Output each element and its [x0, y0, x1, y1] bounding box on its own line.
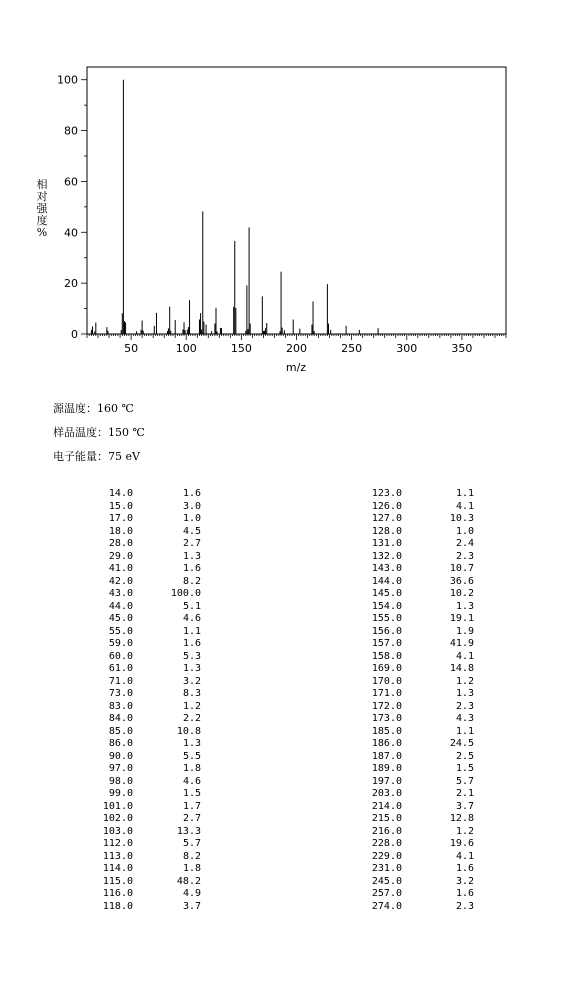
intensity-value: 4.3 — [455, 713, 474, 724]
y-label-char: 强 — [36, 202, 48, 215]
intensity-value: 1.7 — [182, 800, 201, 812]
intensity-value: 1.1 — [455, 725, 474, 737]
x-tick-label: 150 — [230, 342, 252, 355]
mz-value: 102.0 — [102, 813, 133, 824]
mz-value: 214.0 — [371, 800, 402, 812]
mz-value: 229.0 — [371, 850, 402, 862]
source-temperature: 源温度：160 ℃ — [53, 402, 134, 415]
intensity-value: 1.6 — [182, 638, 201, 649]
peak-bars — [91, 80, 378, 334]
mz-value: 187.0 — [371, 750, 402, 762]
mz-value: 61.0 — [108, 663, 133, 674]
mz-value: 156.0 — [371, 625, 402, 637]
y-label-char: 度 — [36, 214, 48, 227]
mz-value: 172.0 — [371, 700, 402, 712]
intensity-value: 19.6 — [449, 838, 474, 849]
mz-value: 112.0 — [102, 838, 133, 849]
intensity-value: 24.5 — [449, 738, 474, 749]
intensity-value: 1.6 — [455, 888, 474, 899]
mz-value: 44.0 — [108, 600, 133, 612]
intensity-value: 5.5 — [182, 750, 201, 762]
intensity-value: 2.3 — [455, 700, 474, 712]
mz-value: 245.0 — [371, 875, 402, 887]
intensity-value: 8.2 — [182, 575, 201, 587]
intensity-value: 1.1 — [182, 625, 201, 637]
mz-value: 127.0 — [371, 513, 402, 524]
mz-value: 185.0 — [371, 725, 402, 737]
x-axis — [87, 334, 506, 355]
mz-value: 203.0 — [371, 788, 402, 799]
mz-value: 157.0 — [371, 638, 402, 649]
sample-temperature: 样品温度：150 ℃ — [53, 426, 145, 439]
mz-value: 143.0 — [371, 563, 402, 574]
intensity-value: 12.8 — [449, 813, 474, 824]
mz-value: 257.0 — [371, 888, 402, 899]
intensity-value: 1.0 — [182, 513, 201, 524]
mz-value: 103.0 — [102, 825, 133, 837]
intensity-value: 8.3 — [182, 688, 201, 699]
intensity-value: 1.3 — [182, 550, 201, 562]
intensity-value: 4.1 — [455, 500, 474, 512]
intensity-value: 3.7 — [182, 900, 201, 912]
intensity-value: 1.3 — [455, 688, 474, 699]
mz-value: 71.0 — [108, 675, 133, 687]
intensity-value: 19.1 — [449, 613, 474, 624]
y-axis-label — [37, 177, 49, 239]
mz-value: 14.0 — [108, 488, 133, 499]
mz-value: 123.0 — [371, 488, 402, 499]
mz-value: 116.0 — [102, 888, 133, 899]
mz-value: 60.0 — [108, 650, 133, 662]
y-axis — [57, 74, 87, 341]
mz-value: 42.0 — [108, 575, 133, 587]
mz-value: 173.0 — [371, 713, 402, 724]
intensity-value: 3.7 — [455, 800, 474, 812]
y-label-char: 相 — [36, 178, 48, 191]
mz-value: 155.0 — [371, 613, 402, 624]
intensity-value: 13.3 — [176, 825, 201, 837]
intensity-value: 2.3 — [455, 550, 474, 562]
mz-value: 113.0 — [102, 850, 133, 862]
mz-value: 131.0 — [371, 538, 402, 549]
intensity-value: 1.5 — [182, 788, 201, 799]
intensity-value: 1.3 — [182, 663, 201, 674]
mz-value: 28.0 — [108, 538, 133, 549]
intensity-value: 1.0 — [455, 525, 474, 537]
intensity-value: 2.7 — [182, 538, 201, 549]
mz-value: 145.0 — [371, 588, 402, 599]
y-tick-label: 20 — [64, 277, 78, 291]
intensity-value: 5.3 — [182, 650, 201, 662]
intensity-value: 14.8 — [449, 663, 474, 674]
mz-value: 128.0 — [371, 525, 402, 537]
mz-value: 83.0 — [108, 700, 133, 712]
mz-value: 73.0 — [108, 688, 133, 699]
mz-value: 41.0 — [108, 563, 133, 574]
peak-table-right — [285, 488, 570, 918]
intensity-value: 1.1 — [455, 488, 474, 499]
y-label-char: 对 — [36, 190, 48, 203]
mz-value: 171.0 — [371, 688, 402, 699]
intensity-value: 4.6 — [182, 775, 201, 787]
mz-value: 97.0 — [108, 763, 133, 774]
mz-value: 86.0 — [108, 738, 133, 749]
y-tick-label: 80 — [64, 124, 78, 138]
mz-value: 99.0 — [108, 788, 133, 799]
mz-value: 90.0 — [108, 750, 133, 762]
mz-value: 18.0 — [108, 525, 133, 537]
intensity-value: 1.8 — [182, 763, 201, 774]
mz-value: 132.0 — [371, 550, 402, 562]
intensity-value: 1.2 — [182, 700, 201, 712]
mz-value: 115.0 — [102, 875, 133, 887]
intensity-value: 4.9 — [182, 888, 201, 899]
intensity-value: 1.2 — [455, 675, 474, 687]
intensity-value: 3.2 — [455, 875, 474, 887]
intensity-value: 10.3 — [449, 513, 474, 524]
mz-value: 118.0 — [102, 900, 133, 912]
mz-value: 228.0 — [371, 838, 402, 849]
intensity-value: 41.9 — [449, 638, 474, 649]
mz-value: 154.0 — [371, 600, 402, 612]
mz-value: 186.0 — [371, 738, 402, 749]
mz-value: 98.0 — [108, 775, 133, 787]
mz-value: 197.0 — [371, 775, 402, 787]
mz-value: 59.0 — [108, 638, 133, 649]
intensity-value: 10.2 — [449, 588, 474, 599]
mz-value: 144.0 — [371, 575, 402, 587]
intensity-value: 5.7 — [455, 775, 474, 787]
intensity-value: 36.6 — [449, 575, 474, 587]
intensity-value: 5.7 — [182, 838, 201, 849]
intensity-value: 2.4 — [455, 538, 474, 549]
intensity-value: 1.2 — [455, 825, 474, 837]
mz-value: 85.0 — [108, 725, 133, 737]
mz-value: 215.0 — [371, 813, 402, 824]
mz-value: 101.0 — [102, 800, 133, 812]
mz-value: 55.0 — [108, 625, 133, 637]
mz-value: 158.0 — [371, 650, 402, 662]
intensity-value: 4.1 — [455, 850, 474, 862]
intensity-value: 1.9 — [455, 625, 474, 637]
x-axis-label: m/z — [285, 361, 307, 374]
mz-value: 216.0 — [371, 825, 402, 837]
intensity-value: 4.1 — [455, 650, 474, 662]
intensity-value: 10.7 — [449, 563, 474, 574]
mz-value: 274.0 — [371, 900, 402, 912]
intensity-value: 10.8 — [176, 725, 201, 737]
mz-value: 170.0 — [371, 675, 402, 687]
y-tick-label: 60 — [64, 175, 78, 189]
mz-value: 189.0 — [371, 763, 402, 774]
plot-frame — [87, 67, 506, 334]
x-tick-label: 50 — [124, 342, 139, 355]
x-tick-label: 300 — [396, 342, 418, 355]
mz-value: 231.0 — [371, 863, 402, 874]
intensity-value: 2.2 — [182, 713, 201, 724]
x-tick-label: 100 — [175, 342, 197, 355]
mz-value: 169.0 — [371, 663, 402, 674]
intensity-value: 4.6 — [182, 613, 201, 624]
mz-value: 43.0 — [108, 588, 133, 599]
intensity-value: 48.2 — [176, 875, 201, 887]
peak-table-left — [0, 488, 285, 918]
mz-value: 126.0 — [371, 500, 402, 512]
x-tick-label: 350 — [451, 342, 473, 355]
intensity-value: 2.5 — [455, 750, 474, 762]
mz-value: 29.0 — [108, 550, 133, 562]
intensity-value: 1.6 — [182, 563, 201, 574]
mass-spectrum-chart — [0, 0, 570, 390]
intensity-value: 1.8 — [182, 863, 201, 874]
mz-value: 45.0 — [108, 613, 133, 624]
y-tick-label: 0 — [71, 328, 78, 341]
intensity-value: 100.0 — [170, 588, 201, 599]
x-tick-label: 200 — [286, 342, 307, 355]
intensity-value: 5.1 — [182, 600, 201, 612]
intensity-value: 8.2 — [182, 850, 201, 862]
intensity-value: 4.5 — [182, 525, 201, 537]
intensity-value: 2.3 — [455, 900, 474, 912]
x-tick-label: 250 — [341, 342, 363, 355]
y-tick-label: 100 — [57, 73, 78, 87]
intensity-value: 3.0 — [182, 500, 201, 512]
intensity-value: 2.1 — [455, 788, 474, 799]
intensity-value: 1.6 — [455, 863, 474, 874]
intensity-value: 1.5 — [455, 763, 474, 774]
intensity-value: 1.3 — [455, 600, 474, 612]
electron-energy: 电子能量：75 eV — [53, 450, 140, 463]
intensity-value: 2.7 — [182, 813, 201, 824]
y-label-char: % — [36, 226, 48, 239]
mz-value: 114.0 — [102, 863, 133, 874]
mz-value: 17.0 — [108, 513, 133, 524]
intensity-value: 3.2 — [182, 675, 201, 687]
mz-value: 15.0 — [108, 500, 133, 512]
y-tick-label: 40 — [64, 226, 78, 240]
intensity-value: 1.6 — [182, 488, 201, 499]
mz-value: 84.0 — [108, 713, 133, 724]
intensity-value: 1.3 — [182, 738, 201, 749]
